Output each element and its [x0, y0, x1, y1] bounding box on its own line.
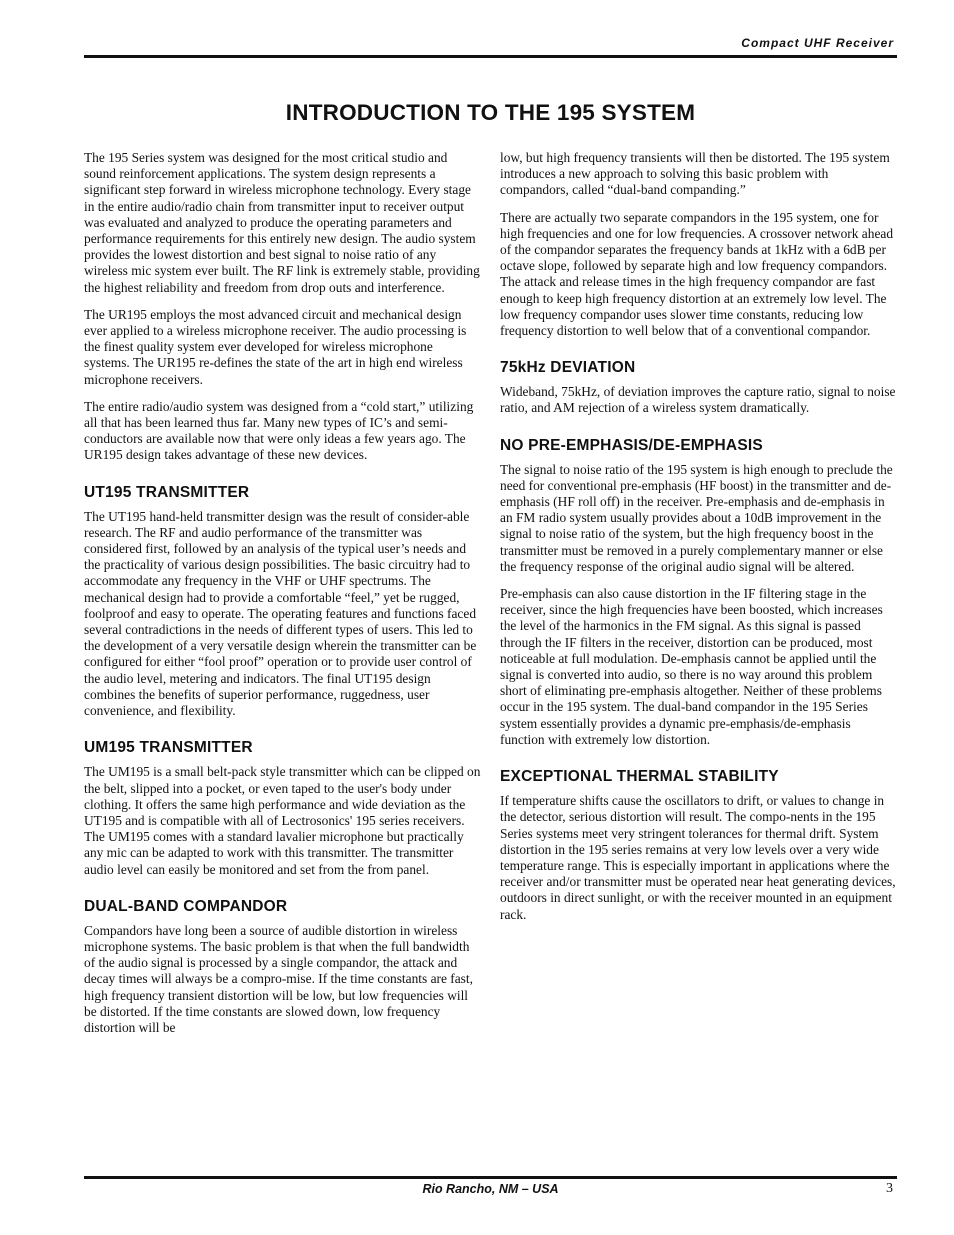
thermal-paragraph: If temperature shifts cause the oscillators to drift, or values to change in the detector, serious distortion will result. The compo-nents in the 195 Series systems meet very stringent tolerances for thermal drift. System distortion in the 195 series remains at very low levels over a very wide temperature range. This is especially important in applications where the receiver and/or transmitter must be operated near heat generating devices, outdoors in direct sunlight, or with the receiver mounted in an equipment rack.	[500, 793, 896, 922]
section-heading-dual-band: DUAL-BAND COMPANDOR	[84, 897, 288, 915]
pre-emphasis-paragraph: The signal to noise ratio of the 195 system is high enough to preclude the need for conventional pre-emphasis (HF boost) in the transmitter and de-emphasis (HF roll off) in the receiver. Pre-emphasis and de-emphasis in an FM radio system usually provides about a 10dB improvement in the signal to noise ratio of the system, but the high frequency boost in the transmitter must be removed in a purely complementary manner or else the frequency response of the original audio signal will be altered.	[500, 461, 893, 574]
deviation-paragraph: Wideband, 75kHz, of deviation improves the capture ratio, signal to noise ratio, and AM rejection of a wireless system dramatically.	[500, 384, 896, 416]
right-column	[500, 150, 898, 934]
ut195-paragraph: The UT195 hand-held transmitter design was the result of consider-able research. The RF and audio performance of the transmitter was considered first, followed by an analysis of the typical user’s needs and the practicality of various design possibilities. The basic circuitry had to accommodate any frequency in the VHF or UHF spectrums. The mechanical design had to provide a comfortable “feel,” yet be rugged, foolproof and easy to operate. The operating features and functions faced several contradictions in the needs of different types of users. This led to the development of a very versatile design wherein the transmitter can be configured for either “fool proof” operation or to provide user control of the audio level, metering and indicators. The final UT195 design combines the benefits of superior performance, ruggedness, user convenience, and flexibility.	[84, 508, 477, 719]
header-divider	[84, 55, 897, 58]
section-heading-deviation: 75kHz DEVIATION	[500, 359, 636, 377]
running-header-title: Compact UHF Receiver	[741, 36, 894, 50]
dual-band-continued-paragraph: There are actually two separate compandors in the 195 system, one for high frequencies and one for low frequencies. A crossover network ahead of the compandor separates the frequency bands at 1kHz with a 6dB per octave slope, followed by separate high and low frequency compandors. The attack and release times in the high frequency compandor are fast enough to keep high frequency distortion at an extremely low level. The low frequency compandor uses slower time constants, reducing low frequency distortion to well below that of a conventional compandor.	[500, 209, 894, 339]
intro-paragraph: The 195 Series system was designed for the most critical studio and sound reinforcement applications. The system design represents a significant step forward in wireless microphone technology. Every stage in the entire audio/radio chain from transmitter input to receiver output was evaluated and analyzed to produce the operating parameters and performance requirements for this entirely new design. The audio system provides the lowest distortion and best signal to noise ratio of any wireless mic system ever built. The RF link is extremely stable, providing the highest reliability and freedom from drop outs and interference.	[84, 150, 480, 295]
intro-paragraph: The entire radio/audio system was designed from a “cold start,” utilizing all that has been learned thus far. Many new types of IC’s and semi-conductors are available now that were only ideas a few years ago. The UR195 design takes advantage of these new devices.	[84, 398, 474, 463]
page-number: 3	[886, 1181, 893, 1196]
section-heading-um195: UM195 TRANSMITTER	[84, 739, 253, 757]
dual-band-continued-paragraph: low, but high frequency transients will then be distorted. The 195 system introduces a new approach to solving this basic problem with compandors, called “dual-band companding.”	[500, 150, 890, 198]
intro-paragraph: The UR195 employs the most advanced circuit and mechanical design ever applied to a wireless microphone receiver. The audio processing is the finest quality system ever developed for wireless microphone systems. The UR195 re-defines the state of the art in high end wireless microphone receivers.	[84, 306, 467, 387]
section-heading-thermal: EXCEPTIONAL THERMAL STABILITY	[500, 768, 779, 786]
section-heading-ut195: UT195 TRANSMITTER	[84, 483, 250, 501]
dual-band-paragraph: Compandors have long been a source of audible distortion in wireless microphone systems. The basic problem is that when the full bandwidth of the audio signal is processed by a single compandor, the attack and decay times will always be a compro-mise. If the time constants are fast, high frequency transient distortion will be low, but low frequencies will be distorted. If the time constants are slowed down, low frequency distortion will be	[84, 922, 473, 1035]
pre-emphasis-paragraph: Pre-emphasis can also cause distortion in the IF filtering stage in the receiver, since the high frequencies have been boosted, which increases the level of the harmonics in the FM signal. As this signal is passed through the IF filters in the receiver, distortion can be produced, most noticeable at full modulation. De-emphasis cannot be applied until the signal is converted into audio, so there is no way around this problem short of eliminating pre-emphasis altogether. Neither of these problems occur in the 195 system. The dual-band compandor in the 195 Series system essentially provides a dynamic pre-emphasis/de-emphasis function with extremely low distortion.	[500, 586, 883, 747]
footer-location: Rio Rancho, NM – USA	[422, 1182, 559, 1196]
footer-divider	[84, 1176, 897, 1179]
um195-paragraph: The UM195 is a small belt-pack style transmitter which can be clipped on the belt, slipped into a pocket, or even taped to the user's body under clothing. It offers the same high performance and wide deviation as the UT195 and is compatible with all of Lectrosonics' 195 series receivers. The UM195 comes with a standard lavalier microphone but practically any mic can be adapted to work with this transmitter. The transmitter audio level can easily be monitored and set from the from panel.	[84, 764, 481, 877]
left-column	[84, 150, 481, 1047]
page-title: INTRODUCTION TO THE 195 SYSTEM	[285, 100, 696, 125]
section-heading-pre-emphasis: NO PRE-EMPHASIS/DE-EMPHASIS	[500, 436, 763, 454]
